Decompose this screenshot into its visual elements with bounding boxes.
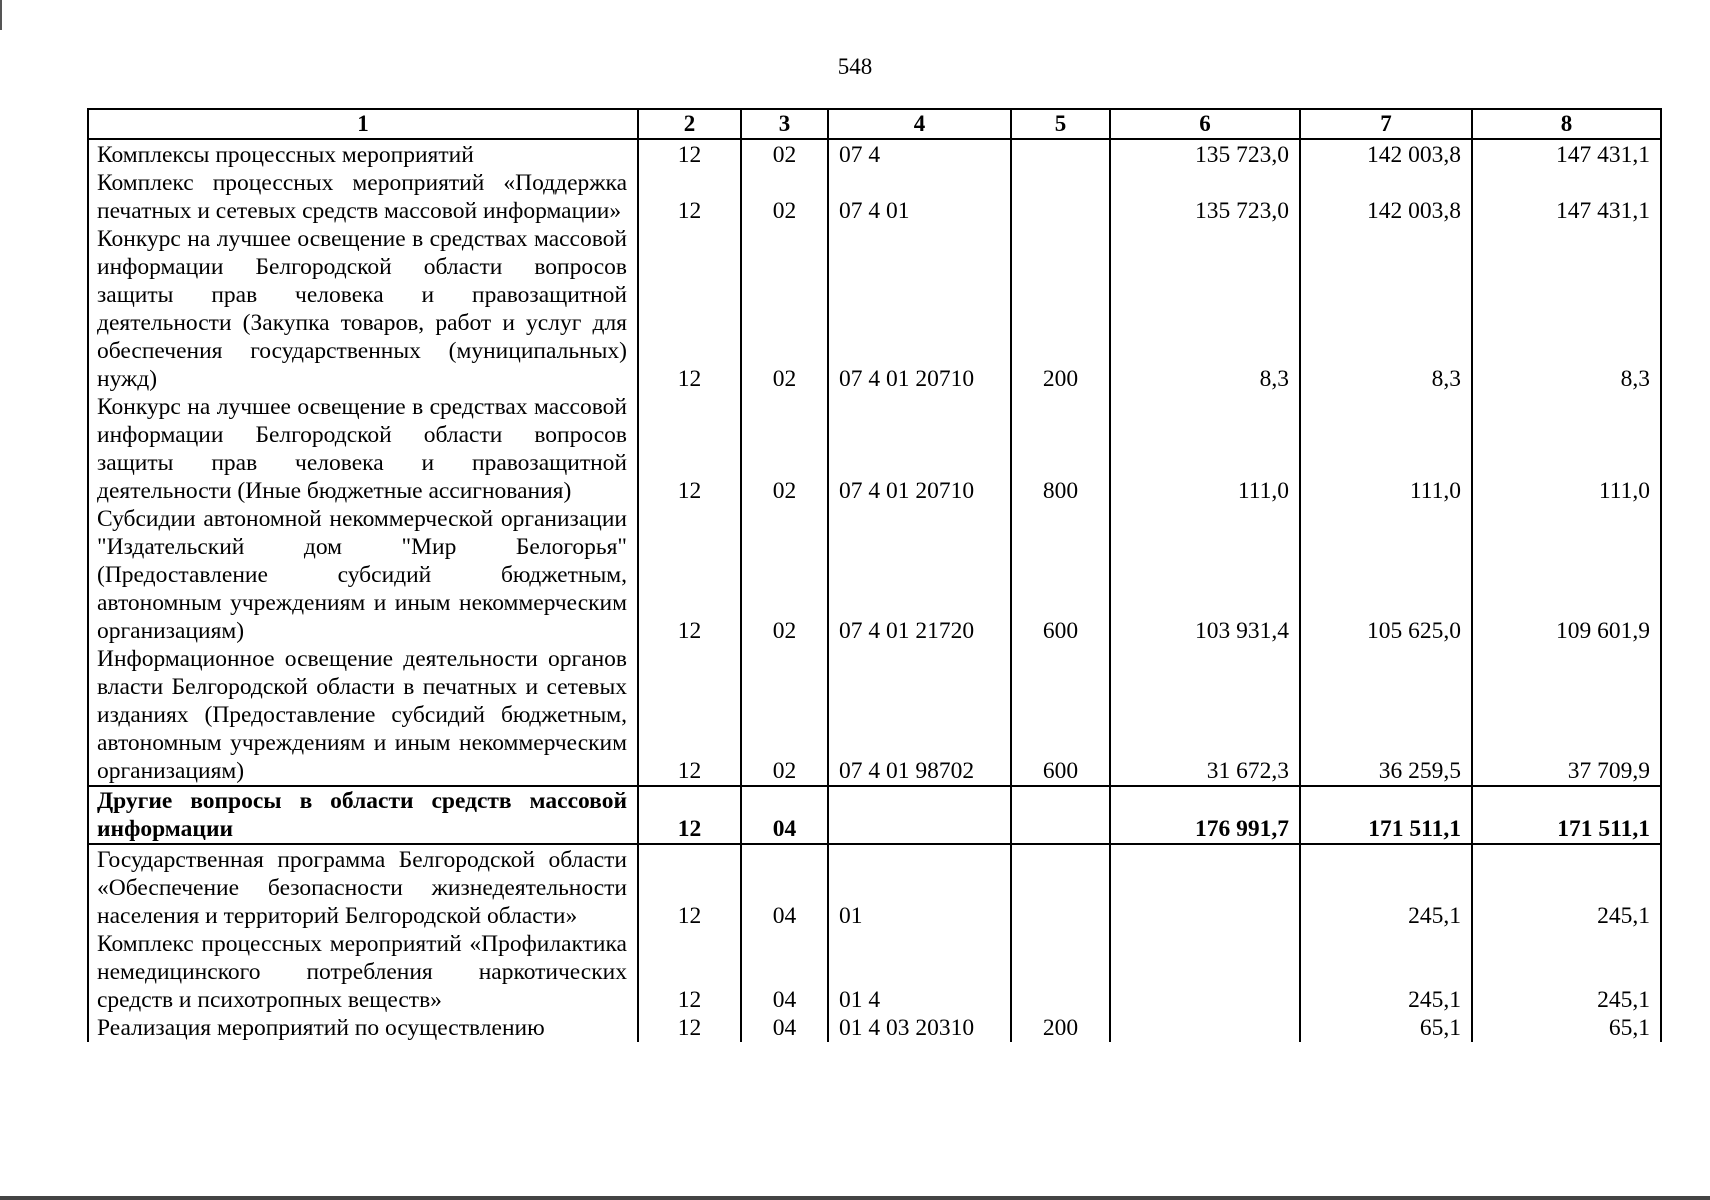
row-section: 12: [638, 169, 741, 225]
row-amount-col6: [1110, 930, 1300, 1014]
row-target-code: [828, 786, 1011, 844]
row-expense-type: 200: [1011, 225, 1110, 393]
row-expense-type: [1011, 844, 1110, 930]
row-name: Информационное освещение деятельности органов власти Белгородской области в печатных и сетевых изданиях (Предоставление субсидий бюджетным, автономным учреждениям и иным некоммерческим организациям): [88, 645, 638, 786]
row-subsection: 02: [741, 393, 828, 505]
table-row: [88, 139, 1661, 169]
scan-edge-left: [0, 0, 2, 30]
table-row: [88, 505, 1661, 645]
row-section: 12: [638, 844, 741, 930]
row-amount-col6: 176 991,7: [1110, 786, 1300, 844]
row-expense-type: 600: [1011, 505, 1110, 645]
row-amount-col8: 65,1: [1472, 1014, 1661, 1042]
row-amount-col6: 8,3: [1110, 225, 1300, 393]
header-col-8: 8: [1472, 109, 1661, 139]
row-section: 12: [638, 139, 741, 169]
budget-table: [87, 108, 1662, 1042]
header-col-2: 2: [638, 109, 741, 139]
header-col-6: 6: [1110, 109, 1300, 139]
row-name: Комплекс процессных мероприятий «Профилактика немедицинского потребления наркотических средств и психотропных веществ»: [88, 930, 638, 1014]
row-expense-type: [1011, 139, 1110, 169]
row-name: Конкурс на лучшее освещение в средствах массовой информации Белгородской области вопросов защиты прав человека и правозащитной деятельности (Закупка товаров, работ и услуг для обеспечения государственных (муниципальных) нужд): [88, 225, 638, 393]
row-amount-col8: 37 709,9: [1472, 645, 1661, 786]
row-amount-col8: 245,1: [1472, 844, 1661, 930]
table-row: [88, 225, 1661, 393]
header-col-4: 4: [828, 109, 1011, 139]
row-subsection: 04: [741, 786, 828, 844]
row-target-code: 07 4 01: [828, 169, 1011, 225]
row-amount-col8: 147 431,1: [1472, 169, 1661, 225]
row-amount-col6: 135 723,0: [1110, 139, 1300, 169]
header-col-7: 7: [1300, 109, 1472, 139]
row-amount-col7: 105 625,0: [1300, 505, 1472, 645]
row-name: Конкурс на лучшее освещение в средствах массовой информации Белгородской области вопросов защиты прав человека и правозащитной деятельности (Иные бюджетные ассигнования): [88, 393, 638, 505]
row-subsection: 02: [741, 139, 828, 169]
table-row: [88, 1014, 1661, 1042]
row-section: 12: [638, 786, 741, 844]
row-name: Комплекс процессных мероприятий «Поддержка печатных и сетевых средств массовой информации»: [88, 169, 638, 225]
row-subsection: 02: [741, 225, 828, 393]
row-target-code: 01 4 03 20310: [828, 1014, 1011, 1042]
row-amount-col8: 245,1: [1472, 930, 1661, 1014]
row-expense-type: 800: [1011, 393, 1110, 505]
row-amount-col8: 111,0: [1472, 393, 1661, 505]
header-row: [88, 109, 1661, 139]
row-amount-col8: 147 431,1: [1472, 139, 1661, 169]
table-row: [88, 844, 1661, 930]
row-amount-col8: 109 601,9: [1472, 505, 1661, 645]
row-amount-col7: 245,1: [1300, 844, 1472, 930]
budget-table-container: [87, 108, 1660, 1042]
row-subsection: 02: [741, 505, 828, 645]
row-name: Комплексы процессных мероприятий: [88, 139, 638, 169]
table-row-subtotal: [88, 786, 1661, 844]
page-number: 548: [837, 54, 873, 79]
row-expense-type: [1011, 169, 1110, 225]
row-amount-col7: 142 003,8: [1300, 169, 1472, 225]
row-expense-type: 600: [1011, 645, 1110, 786]
table-row: [88, 393, 1661, 505]
row-expense-type: [1011, 930, 1110, 1014]
row-amount-col6: [1110, 1014, 1300, 1042]
row-amount-col6: 135 723,0: [1110, 169, 1300, 225]
row-target-code: 07 4: [828, 139, 1011, 169]
row-target-code: 01 4: [828, 930, 1011, 1014]
row-name: Субсидии автономной некоммерческой организации "Издательский дом "Мир Белогорья" (Предоставление субсидий бюджетным, автономным учреждениям и иным некоммерческим организациям): [88, 505, 638, 645]
row-subsection: 02: [741, 645, 828, 786]
table-row: [88, 930, 1661, 1014]
row-expense-type: 200: [1011, 1014, 1110, 1042]
header-col-3: 3: [741, 109, 828, 139]
row-target-code: 07 4 01 98702: [828, 645, 1011, 786]
table-row: [88, 645, 1661, 786]
row-section: 12: [638, 505, 741, 645]
row-subsection: 02: [741, 169, 828, 225]
row-subsection: 04: [741, 930, 828, 1014]
row-amount-col6: [1110, 844, 1300, 930]
row-target-code: 07 4 01 20710: [828, 393, 1011, 505]
row-section: 12: [638, 930, 741, 1014]
row-amount-col7: 171 511,1: [1300, 786, 1472, 844]
row-section: 12: [638, 645, 741, 786]
row-amount-col7: 8,3: [1300, 225, 1472, 393]
row-amount-col6: 111,0: [1110, 393, 1300, 505]
row-amount-col6: 31 672,3: [1110, 645, 1300, 786]
row-amount-col7: 36 259,5: [1300, 645, 1472, 786]
row-subsection: 04: [741, 844, 828, 930]
header-col-1: 1: [88, 109, 638, 139]
row-section: 12: [638, 393, 741, 505]
row-section: 12: [638, 1014, 741, 1042]
row-subsection: 04: [741, 1014, 828, 1042]
row-target-code: 07 4 01 20710: [828, 225, 1011, 393]
row-expense-type: [1011, 786, 1110, 844]
row-section: 12: [638, 225, 741, 393]
row-amount-col7: 245,1: [1300, 930, 1472, 1014]
header-col-5: 5: [1011, 109, 1110, 139]
row-name: Другие вопросы в области средств массовой информации: [88, 786, 638, 844]
row-amount-col7: 142 003,8: [1300, 139, 1472, 169]
row-name: Государственная программа Белгородской области «Обеспечение безопасности жизнедеятельности населения и территорий Белгородской области»: [88, 844, 638, 930]
row-target-code: 01: [828, 844, 1011, 930]
row-amount-col7: 111,0: [1300, 393, 1472, 505]
row-name: Реализация мероприятий по осуществлению: [88, 1014, 638, 1042]
row-amount-col7: 65,1: [1300, 1014, 1472, 1042]
row-target-code: 07 4 01 21720: [828, 505, 1011, 645]
row-amount-col8: 171 511,1: [1472, 786, 1661, 844]
table-row: [88, 169, 1661, 225]
row-amount-col8: 8,3: [1472, 225, 1661, 393]
row-amount-col6: 103 931,4: [1110, 505, 1300, 645]
scan-edge-bottom: [0, 1196, 1710, 1200]
